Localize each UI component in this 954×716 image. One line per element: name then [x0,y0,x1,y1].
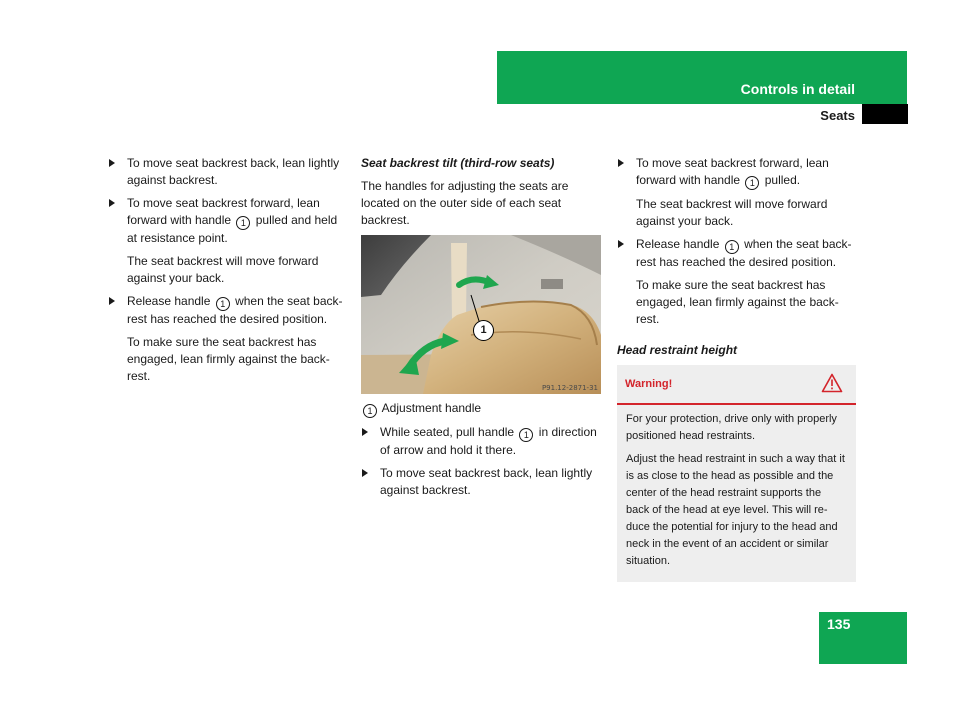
step-text: pulled and held at resistance point. [127,213,338,245]
callout-number: 1 [725,240,739,254]
column-3 [617,155,859,582]
callout-number: 1 [745,176,759,190]
step-text: pulled. [764,173,801,187]
step-text: when the seat back-rest has reached the desired position. [636,237,852,269]
warning-text: For your protection, drive only with properly positioned head restraints. [626,413,837,442]
bullet-arrow-icon [618,240,624,248]
header-bar [497,51,907,104]
bullet-arrow-icon [618,159,624,167]
step-text: in direction of arrow and hold it there. [380,425,597,457]
callout-number: 1 [216,297,230,311]
caption-text: Adjustment handle [381,401,482,415]
step-item [361,424,601,459]
warning-body [617,405,856,582]
section-tab [862,104,908,124]
figure-code: P91.12-2871-31 [541,384,598,392]
warning-title: Warning! [625,378,673,390]
section-heading: Head restraint height [617,343,738,357]
warning-header [617,365,856,405]
step-item [108,293,350,328]
callout-number: 1 [519,428,533,442]
seat-backrest-illustration [361,235,601,394]
callout-number: 1 [363,404,377,418]
chapter-title: Controls in detail [740,81,855,97]
step-item [108,155,350,189]
intro-text: The handles for adjusting the seats are located on the outer side of each seat backrest. [361,179,569,227]
warning-text: Adjust the head restraint in such a way that it is as close to the head as possible and the center of the head restraint supports the back of the head at eye level. This will re-duce the potential for injury to the head and neck in the event of an accident or similar situation. [626,453,845,567]
step-item [361,465,601,499]
bullet-arrow-icon [109,159,115,167]
step-item [617,155,859,190]
result-text: To make sure the seat backrest has engaged, lean firmly against the back-rest. [636,278,839,326]
section-title: Seats [820,108,855,123]
step-item [108,195,350,247]
column-1 [108,155,350,391]
bullet-arrow-icon [109,297,115,305]
section-heading: Seat backrest tilt (third-row seats) [361,156,555,170]
step-text: To move seat backrest forward, lean forward with handle [127,196,320,227]
step-text: Release handle [636,237,720,251]
figure-caption [361,400,601,418]
bullet-arrow-icon [362,428,368,436]
step-text: Release handle [127,294,211,308]
result-text: The seat backrest will move forward against your back. [636,197,828,228]
result-text: The seat backrest will move forward against your back. [127,254,319,285]
bullet-arrow-icon [362,469,368,477]
callout-number: 1 [236,216,250,230]
warning-triangle-icon [821,373,843,398]
step-text: when the seat back-rest has reached the desired position. [127,294,343,326]
step-text: To move seat backrest back, lean lightly against backrest. [380,466,593,497]
warning-box [617,365,856,582]
step-text: While seated, pull handle [380,425,515,439]
column-2 [361,155,601,505]
callout-number: 1 [473,320,494,341]
step-text: To move seat backrest back, lean lightly against backrest. [127,156,340,187]
bullet-arrow-icon [109,199,115,207]
step-text: To move seat backrest forward, lean forward with handle [636,156,829,187]
result-text: To make sure the seat backrest has engaged, lean firmly against the back-rest. [127,335,330,383]
seat-illustration-svg [361,235,601,394]
page-number-box [819,612,907,664]
step-item [617,236,859,271]
page-number: 135 [827,616,851,632]
